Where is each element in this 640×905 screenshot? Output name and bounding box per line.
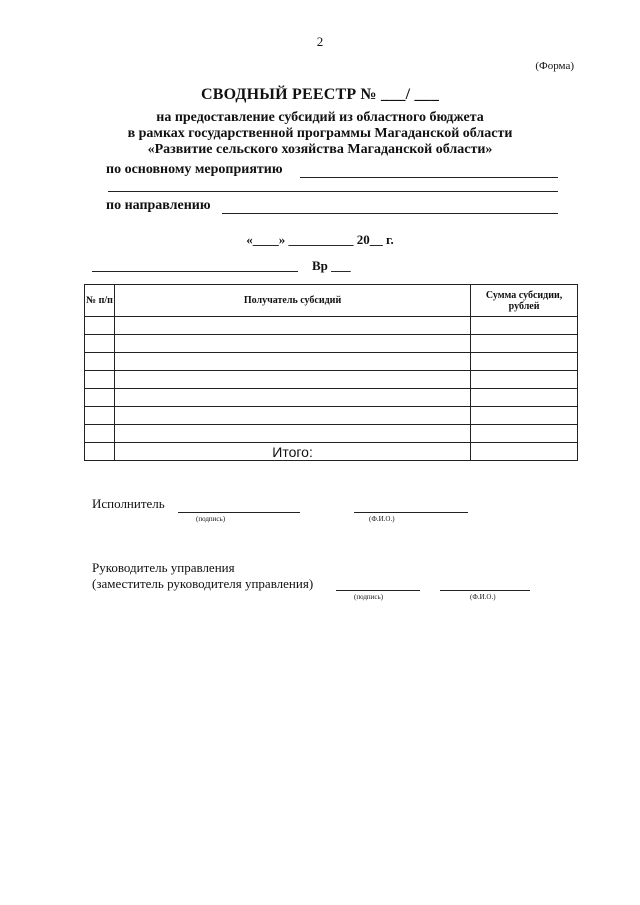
table-row xyxy=(85,317,578,335)
executor-label: Исполнитель xyxy=(92,496,165,511)
head-fio-hint: (Ф.И.О.) xyxy=(470,593,496,601)
table-row xyxy=(85,407,578,425)
head-label-1: Руководитель управления xyxy=(92,560,235,575)
document-title: СВОДНЫЙ РЕЕСТР № ___/ ___ xyxy=(200,86,440,103)
executor-signature-hint: (подпись) xyxy=(196,515,226,523)
main-event-fill-line xyxy=(300,177,558,178)
col-header-recipient: Получатель субсидий xyxy=(114,285,470,317)
table-row xyxy=(85,335,578,353)
subtitle-line-1: на предоставление субсидий из областного бюджета xyxy=(156,110,484,125)
registry-table xyxy=(84,284,578,461)
subtitle-line-2: в рамках государственной программы Магаданской области xyxy=(127,126,513,141)
executor-signature-line xyxy=(178,512,300,513)
direction-fill-line xyxy=(222,213,558,214)
head-label-2: (заместитель руководителя управления) xyxy=(92,576,314,591)
direction-label: по направлению xyxy=(106,198,211,213)
main-event-label: по основному мероприятию xyxy=(106,162,283,177)
table-row xyxy=(85,389,578,407)
table-header-row xyxy=(85,285,578,317)
page-number: 2 xyxy=(316,34,324,49)
vr-label: Вр ___ xyxy=(312,258,351,273)
col-header-number: № п/п xyxy=(85,285,115,317)
head-fio-line xyxy=(440,590,530,591)
head-signature-line xyxy=(336,590,420,591)
date-line: «____» __________ 20__ г. xyxy=(246,232,394,247)
subtitle-line-3: «Развитие сельского хозяйства Магаданской области» xyxy=(147,142,493,157)
org-fill-line xyxy=(92,271,298,272)
table-row xyxy=(85,425,578,443)
table-row xyxy=(85,371,578,389)
table-row xyxy=(85,353,578,371)
total-label: Итого: xyxy=(114,443,470,461)
executor-fio-line xyxy=(354,512,468,513)
col-header-amount: Сумма субсидии, рублей xyxy=(471,285,578,317)
executor-fio-hint: (Ф.И.О.) xyxy=(369,515,395,523)
head-signature-hint: (подпись) xyxy=(354,593,384,601)
total-row xyxy=(85,443,578,461)
form-label: (Форма) xyxy=(535,60,574,72)
main-event-fill-line-2 xyxy=(108,191,558,192)
